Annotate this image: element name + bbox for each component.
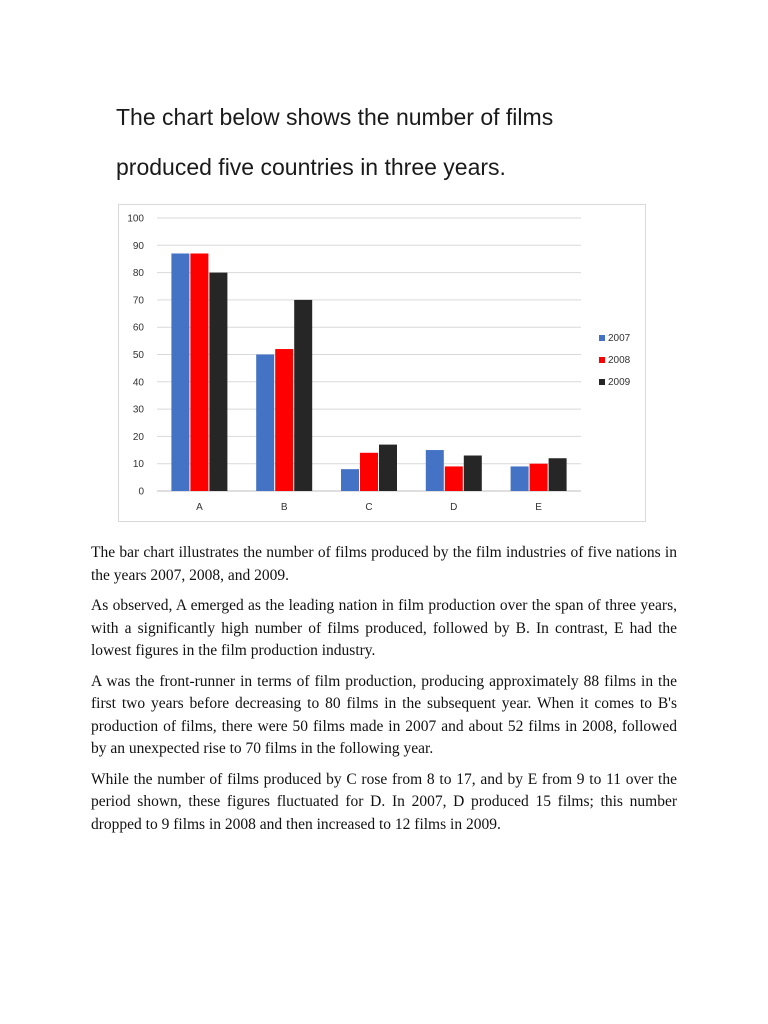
x-tick-label: C: [365, 502, 373, 513]
y-tick-label: 10: [132, 459, 144, 471]
bar: [464, 456, 482, 491]
bar-chart: [119, 205, 647, 523]
paragraph: A was the front-runner in terms of film production, producing approximately 88 films in the first two years before decreasing to 80 films in the subsequent year. When it comes to B's production of films, there were 50 films made in 2007 and about 52 films in 2008, followed by an unexpected rise to 70 films in the following year.: [91, 672, 677, 757]
bar: [549, 458, 567, 491]
paragraph: While the number of films produced by C rose from 8 to 17, and by E from 9 to 11 over the period shown, these figures fluctuated for D. In 2007, D produced 15 films; this number dropped to 9 films in 2008 and then increased to 12 films in 2009.: [91, 770, 677, 833]
y-tick-label: 90: [132, 240, 144, 252]
bar: [190, 253, 208, 491]
bar: [360, 453, 378, 491]
y-tick-label: 100: [127, 213, 144, 225]
legend-label: 2008: [608, 355, 631, 366]
y-tick-label: 20: [132, 431, 144, 443]
x-tick-label: E: [535, 502, 542, 513]
x-tick-label: B: [280, 502, 288, 513]
bar: [530, 464, 548, 491]
y-tick-label: 50: [132, 350, 144, 361]
heading-line-1: The chart below shows the number of films: [116, 104, 554, 130]
y-tick-label: 30: [132, 404, 144, 416]
y-tick-label: 80: [132, 268, 144, 280]
y-tick-label: 0: [138, 486, 144, 498]
y-tick-label: 60: [132, 322, 144, 334]
bar: [209, 273, 227, 491]
body-text: [91, 542, 677, 844]
bar: [426, 450, 444, 491]
legend-swatch: [599, 379, 605, 385]
x-tick-label: D: [450, 502, 458, 513]
x-tick-label: A: [196, 502, 203, 513]
paragraph: As observed, A emerged as the leading nation in film production over the span of three years, with a significantly high number of films produced, followed by B. In contrast, E had the lowest figures in the film production industry.: [91, 597, 677, 659]
y-tick-label: 40: [132, 377, 144, 389]
bar: [511, 466, 529, 491]
bar: [341, 469, 359, 491]
bar: [275, 349, 293, 491]
legend-label: 2009: [608, 377, 631, 388]
legend-swatch: [599, 335, 605, 341]
bar: [445, 466, 463, 491]
legend-swatch: [599, 357, 605, 363]
bar: [379, 445, 397, 491]
page-heading: [116, 92, 676, 192]
bar: [171, 253, 189, 491]
paragraph: The bar chart illustrates the number of films produced by the film industries of five nations in the years 2007, 2008, and 2009.: [91, 544, 677, 584]
y-tick-label: 70: [132, 295, 144, 307]
bar: [256, 355, 274, 492]
bar: [294, 300, 312, 491]
legend-label: 2007: [608, 333, 631, 344]
heading-line-2: produced five countries in three years.: [116, 154, 506, 180]
bar-chart-frame: [118, 204, 646, 522]
